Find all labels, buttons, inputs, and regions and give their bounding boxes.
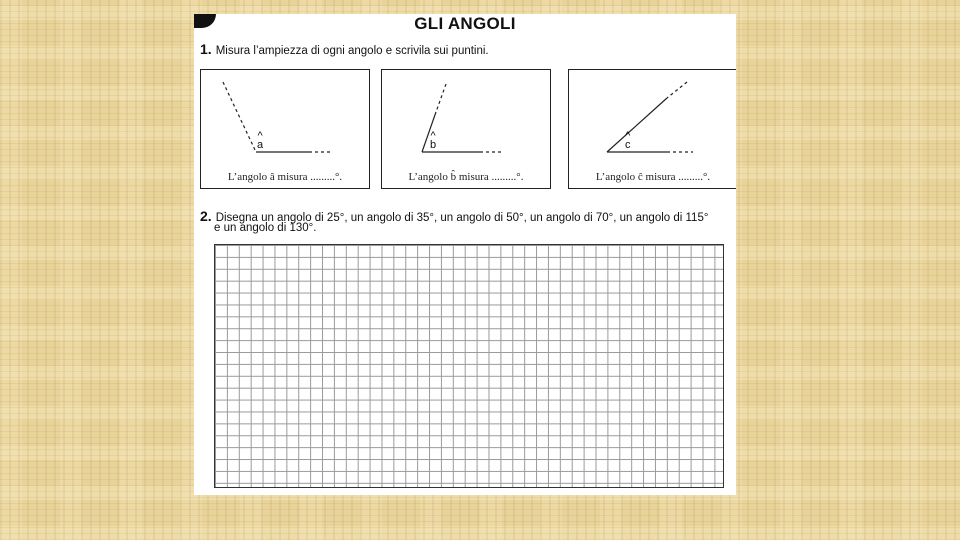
drawing-grid[interactable] bbox=[214, 244, 724, 488]
exercise-2-text-line1: Disegna un angolo di 25°, un angolo di 35°, un angolo di 50°, un angolo di 70°, un angolo di 115° bbox=[215, 212, 709, 224]
angle-caption-a: L’angolo â misura .........°. bbox=[227, 171, 343, 183]
exercise-1-number: 1. bbox=[200, 41, 212, 57]
exercise-2-number: 2. bbox=[200, 208, 212, 224]
exercise-1-instruction bbox=[200, 41, 489, 57]
angle-box-c bbox=[568, 69, 736, 189]
angle-caption-c: L’angolo ĉ misura .........°. bbox=[595, 171, 711, 183]
page-title: GLI ANGOLI bbox=[414, 14, 516, 33]
angle-box-b bbox=[381, 69, 551, 189]
worksheet-page bbox=[194, 14, 736, 495]
exercise-2-text-line2: e un angolo di 130°. bbox=[214, 222, 317, 234]
angle-label-c: ^ c bbox=[625, 130, 631, 151]
angle-label-a: ^ a bbox=[257, 130, 264, 151]
exercise-2-instruction bbox=[200, 208, 709, 234]
exercise-1-text: Misura l’ampiezza di ogni angolo e scrivila sui puntini. bbox=[215, 45, 489, 57]
angle-caption-b: L’angolo b̂ misura .........°. bbox=[408, 171, 524, 183]
angle-box-a bbox=[200, 69, 370, 189]
angle-label-b: ^ b bbox=[430, 130, 437, 151]
